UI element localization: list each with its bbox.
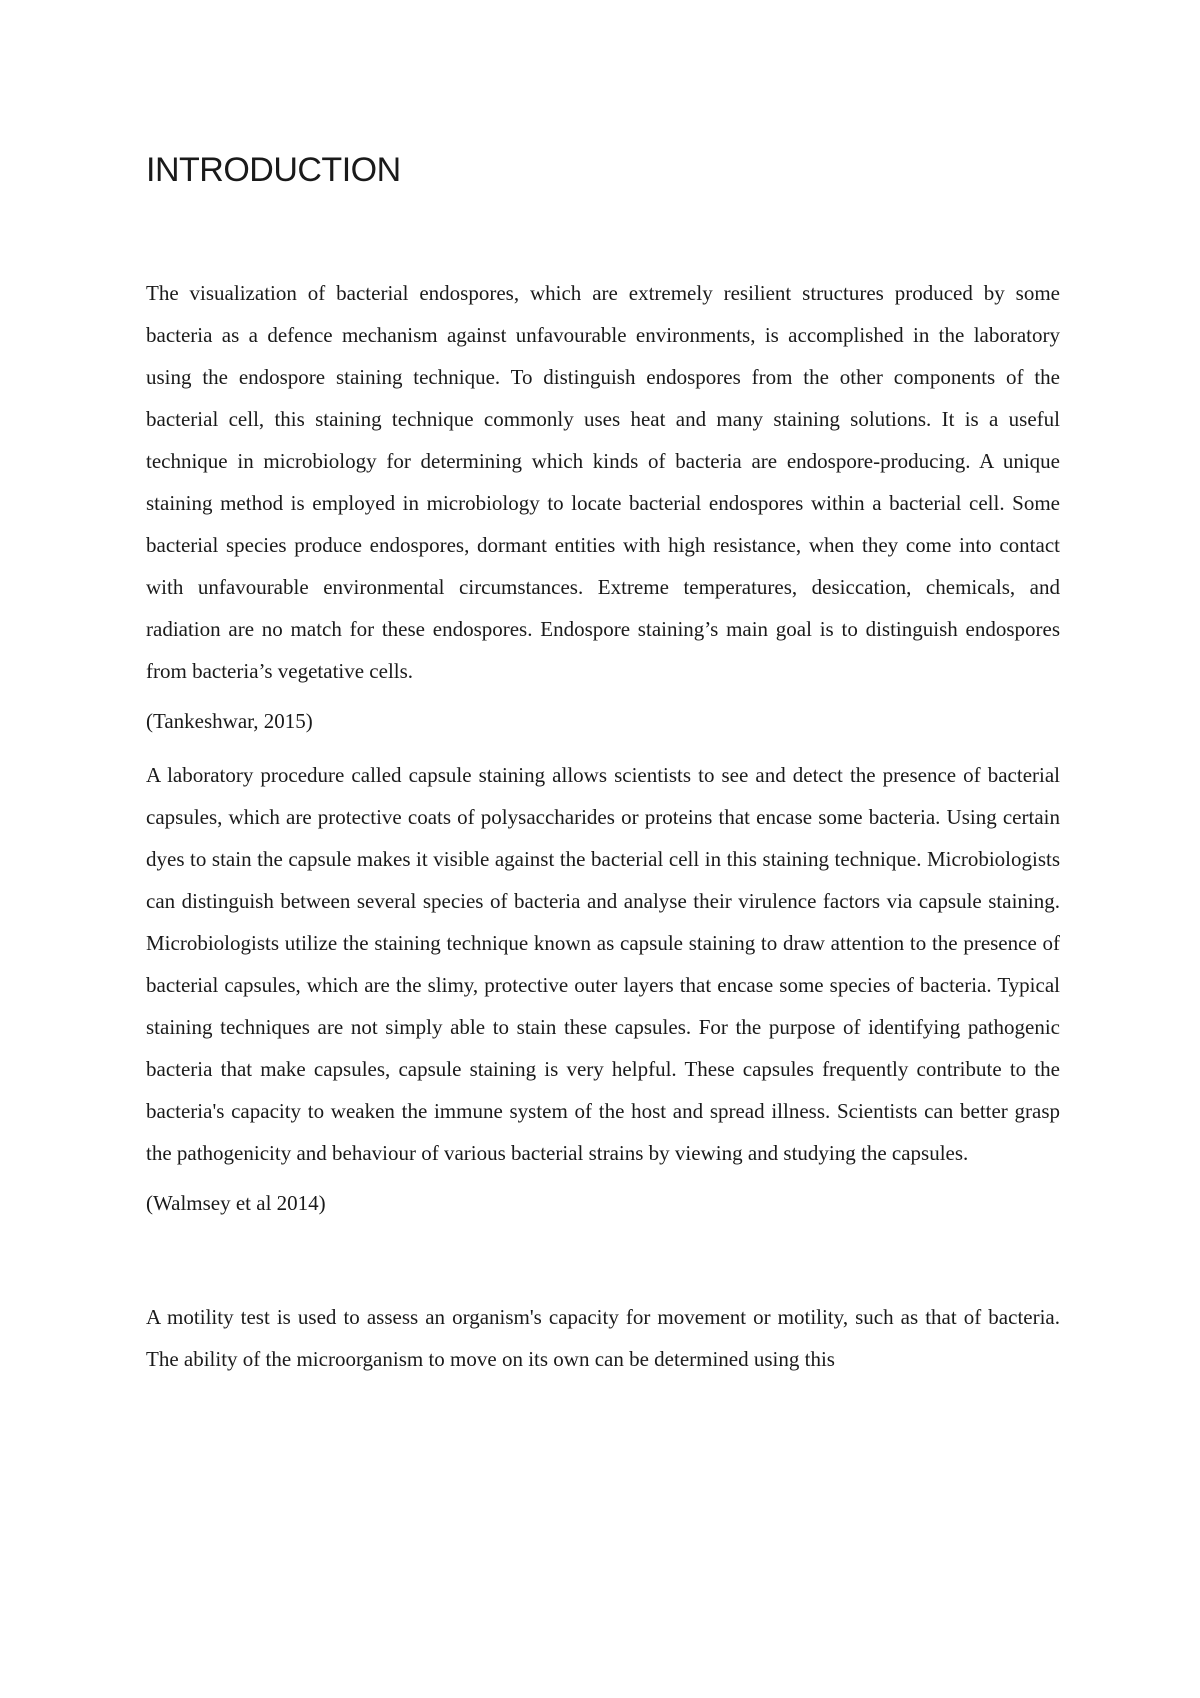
paragraph-motility-test: A motility test is used to assess an organism's capacity for movement or motility, such as that of bacteria. The ability of the microorganism to move on its own can be determined using this — [146, 1305, 1060, 1371]
paragraph-endospore-staining: The visualization of bacterial endospores, which are extremely resilient structures produced by some bacteria as a defence mechanism against unfavourable environments, is accomplished in the laboratory using the endospore staining technique. To distinguish endospores from the other components of the bacterial cell, this staining technique commonly uses heat and many staining solutions. It is a useful technique in microbiology for determining which kinds of bacteria are endospore-producing. A unique staining method is employed in microbiology to locate bacterial endospores within a bacterial cell. Some bacterial species produce endospores, dormant entities with high resistance, when they come into contact with unfavourable environmental circumstances. Extreme temperatures, desiccation, chemicals, and radiation are no match for these endospores. Endospore staining’s main goal is to distinguish endospores from bacteria’s vegetative cells. — [146, 281, 1060, 683]
paragraph-capsule-staining: A laboratory procedure called capsule staining allows scientists to see and detect the presence of bacterial capsules, which are protective coats of polysaccharides or proteins that encase some bacteria. Using certain dyes to stain the capsule makes it visible against the bacterial cell in this staining technique. Microbiologists can distinguish between several species of bacteria and analyse their virulence factors via capsule staining. Microbiologists utilize the staining technique known as capsule staining to draw attention to the presence of bacterial capsules, which are the slimy, protective outer layers that encase some species of bacteria. Typical staining techniques are not simply able to stain these capsules. For the purpose of identifying pathogenic bacteria that make capsules, capsule staining is very helpful. These capsules frequently contribute to the bacteria's capacity to weaken the immune system of the host and spread illness. Scientists can better grasp the pathogenicity and behaviour of various bacterial strains by viewing and studying the capsules. — [146, 763, 1060, 1165]
section-heading: INTRODUCTION — [146, 151, 401, 189]
citation-tankeshwar: (Tankeshwar, 2015) — [146, 709, 313, 733]
document-content — [146, 150, 1060, 1380]
paragraph-spacer — [146, 1236, 1060, 1296]
citation-walmsey: (Walmsey et al 2014) — [146, 1191, 326, 1215]
